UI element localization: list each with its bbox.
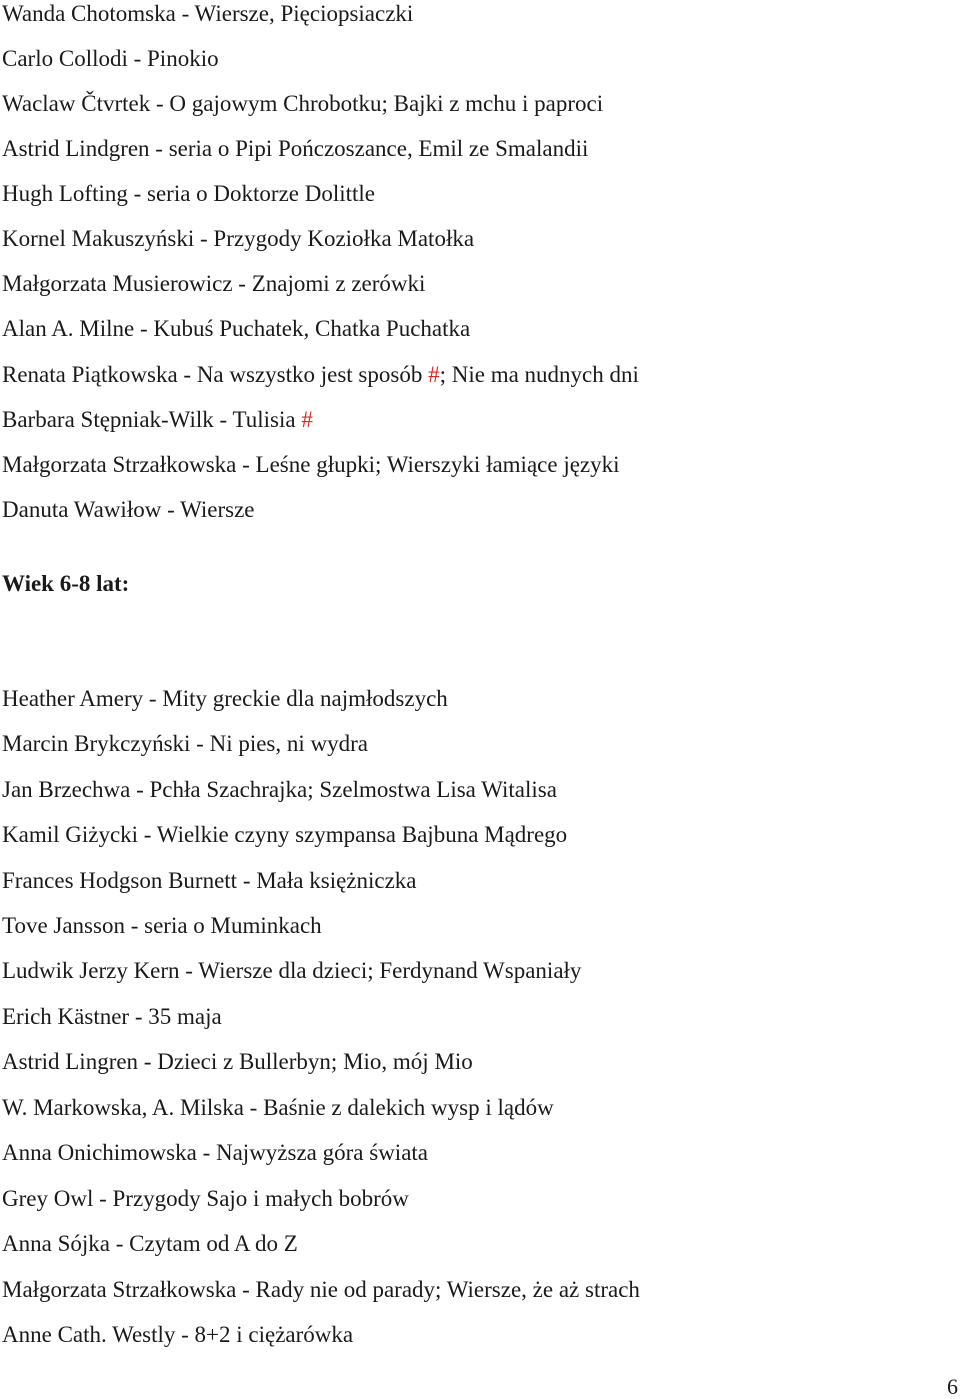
list-item: Anna Sójka - Czytam od A do Z bbox=[2, 1231, 298, 1256]
list-item: Barbara Stępniak-Wilk - Tulisia # bbox=[2, 407, 313, 432]
list-item: Danuta Wawiłow - Wiersze bbox=[2, 497, 255, 522]
list-item: Erich Kästner - 35 maja bbox=[2, 1004, 222, 1029]
list-item: W. Markowska, A. Milska - Baśnie z dalekich wysp i lądów bbox=[2, 1095, 554, 1120]
list-item: Grey Owl - Przygody Sajo i małych bobrów bbox=[2, 1186, 409, 1211]
list-item: Renata Piątkowska - Na wszystko jest sposób #; Nie ma nudnych dni bbox=[2, 362, 639, 387]
list-item: Małgorzata Musierowicz - Znajomi z zerówki bbox=[2, 271, 426, 296]
list-item: Wanda Chotomska - Wiersze, Pięciopsiaczki bbox=[2, 1, 414, 26]
list-item: Waclaw Čtvrtek - O gajowym Chrobotku; Bajki z mchu i paproci bbox=[2, 91, 604, 116]
list-item: Małgorzata Strzałkowska - Leśne głupki; Wierszyki łamiące języki bbox=[2, 452, 620, 477]
recommendation-mark: # bbox=[428, 362, 440, 387]
list-item: Ludwik Jerzy Kern - Wiersze dla dzieci; Ferdynand Wspaniały bbox=[2, 958, 582, 983]
list-item: Marcin Brykczyński - Ni pies, ni wydra bbox=[2, 731, 369, 756]
list-item: Jan Brzechwa - Pchła Szachrajka; Szelmostwa Lisa Witalisa bbox=[2, 777, 557, 802]
list-item: Heather Amery - Mity greckie dla najmłodszych bbox=[2, 686, 448, 711]
page-number: 6 bbox=[947, 1374, 958, 1399]
list-item: Kamil Giżycki - Wielkie czyny szympansa Bajbuna Mądrego bbox=[2, 822, 568, 847]
list-item: Astrid Lindgren - seria o Pipi Pończoszance, Emil ze Smalandii bbox=[2, 136, 589, 161]
list-item: Tove Jansson - seria o Muminkach bbox=[2, 913, 322, 938]
section-heading: Wiek 6-8 lat: bbox=[2, 571, 130, 596]
recommendation-mark: # bbox=[301, 407, 313, 432]
list-item: Frances Hodgson Burnett - Mała księżniczka bbox=[2, 868, 417, 893]
list-item: Alan A. Milne - Kubuś Puchatek, Chatka Puchatka bbox=[2, 316, 471, 341]
list-item: Anne Cath. Westly - 8+2 i ciężarówka bbox=[2, 1322, 354, 1347]
list-item: Carlo Collodi - Pinokio bbox=[2, 46, 219, 71]
list-item: Małgorzata Strzałkowska - Rady nie od parady; Wiersze, że aż strach bbox=[2, 1277, 640, 1302]
list-item: Kornel Makuszyński - Przygody Koziołka Matołka bbox=[2, 226, 475, 251]
list-item: Anna Onichimowska - Najwyższa góra świata bbox=[2, 1140, 429, 1165]
list-item: Hugh Lofting - seria o Doktorze Dolittle bbox=[2, 181, 376, 206]
list-item: Astrid Lingren - Dzieci z Bullerbyn; Mio, mój Mio bbox=[2, 1049, 473, 1074]
